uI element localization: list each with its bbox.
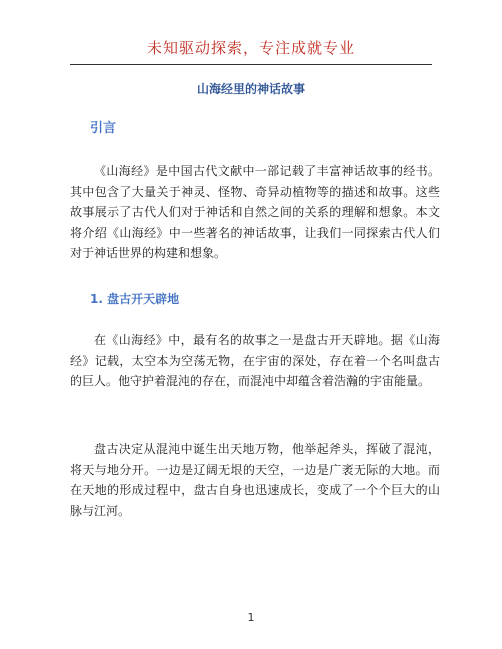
section-heading-pangu: 1. 盘古开天辟地: [90, 292, 180, 306]
section-heading-intro: 引言: [90, 121, 117, 136]
pangu-paragraph-2: 盘古决定从混沌中诞生出天地万物，他举起斧头，挥破了混沌，将天与地分开。一边是辽阔无垠的天空，一边是广袤无际的大地。而在天地的形成过程中，盘古自身也迅速成长，变成了一个个巨大的山脉与江河。: [70, 442, 440, 518]
page-number: 1: [247, 611, 255, 624]
intro-paragraph: 《山海经》是中国古代文献中一部记载了丰富神话故事的经书。其中包含了大量关于神灵、怪物、奇异动植物等的描述和故事。这些故事展示了古代人们对于神话和自然之间的关系的理解和想象。本文将介绍《山海经》中一些著名的神话故事，让我们一同探索古代人们对于神话世界的构建和想象。: [70, 164, 440, 260]
document-title: 山海经里的神话故事: [196, 82, 305, 96]
pangu-paragraph-1: 在《山海经》中，最有名的故事之一是盘古开天辟地。据《山海经》记载，太空本为空荡无物，在宇宙的深处，存在着一个名叫盘古的巨人。他守护着混沌的存在，而混沌中却蕴含着浩瀚的宇宙能量。: [70, 333, 440, 388]
header-slogan: 未知驱动探索，专注成就专业: [146, 39, 355, 57]
header-divider: [70, 64, 432, 65]
